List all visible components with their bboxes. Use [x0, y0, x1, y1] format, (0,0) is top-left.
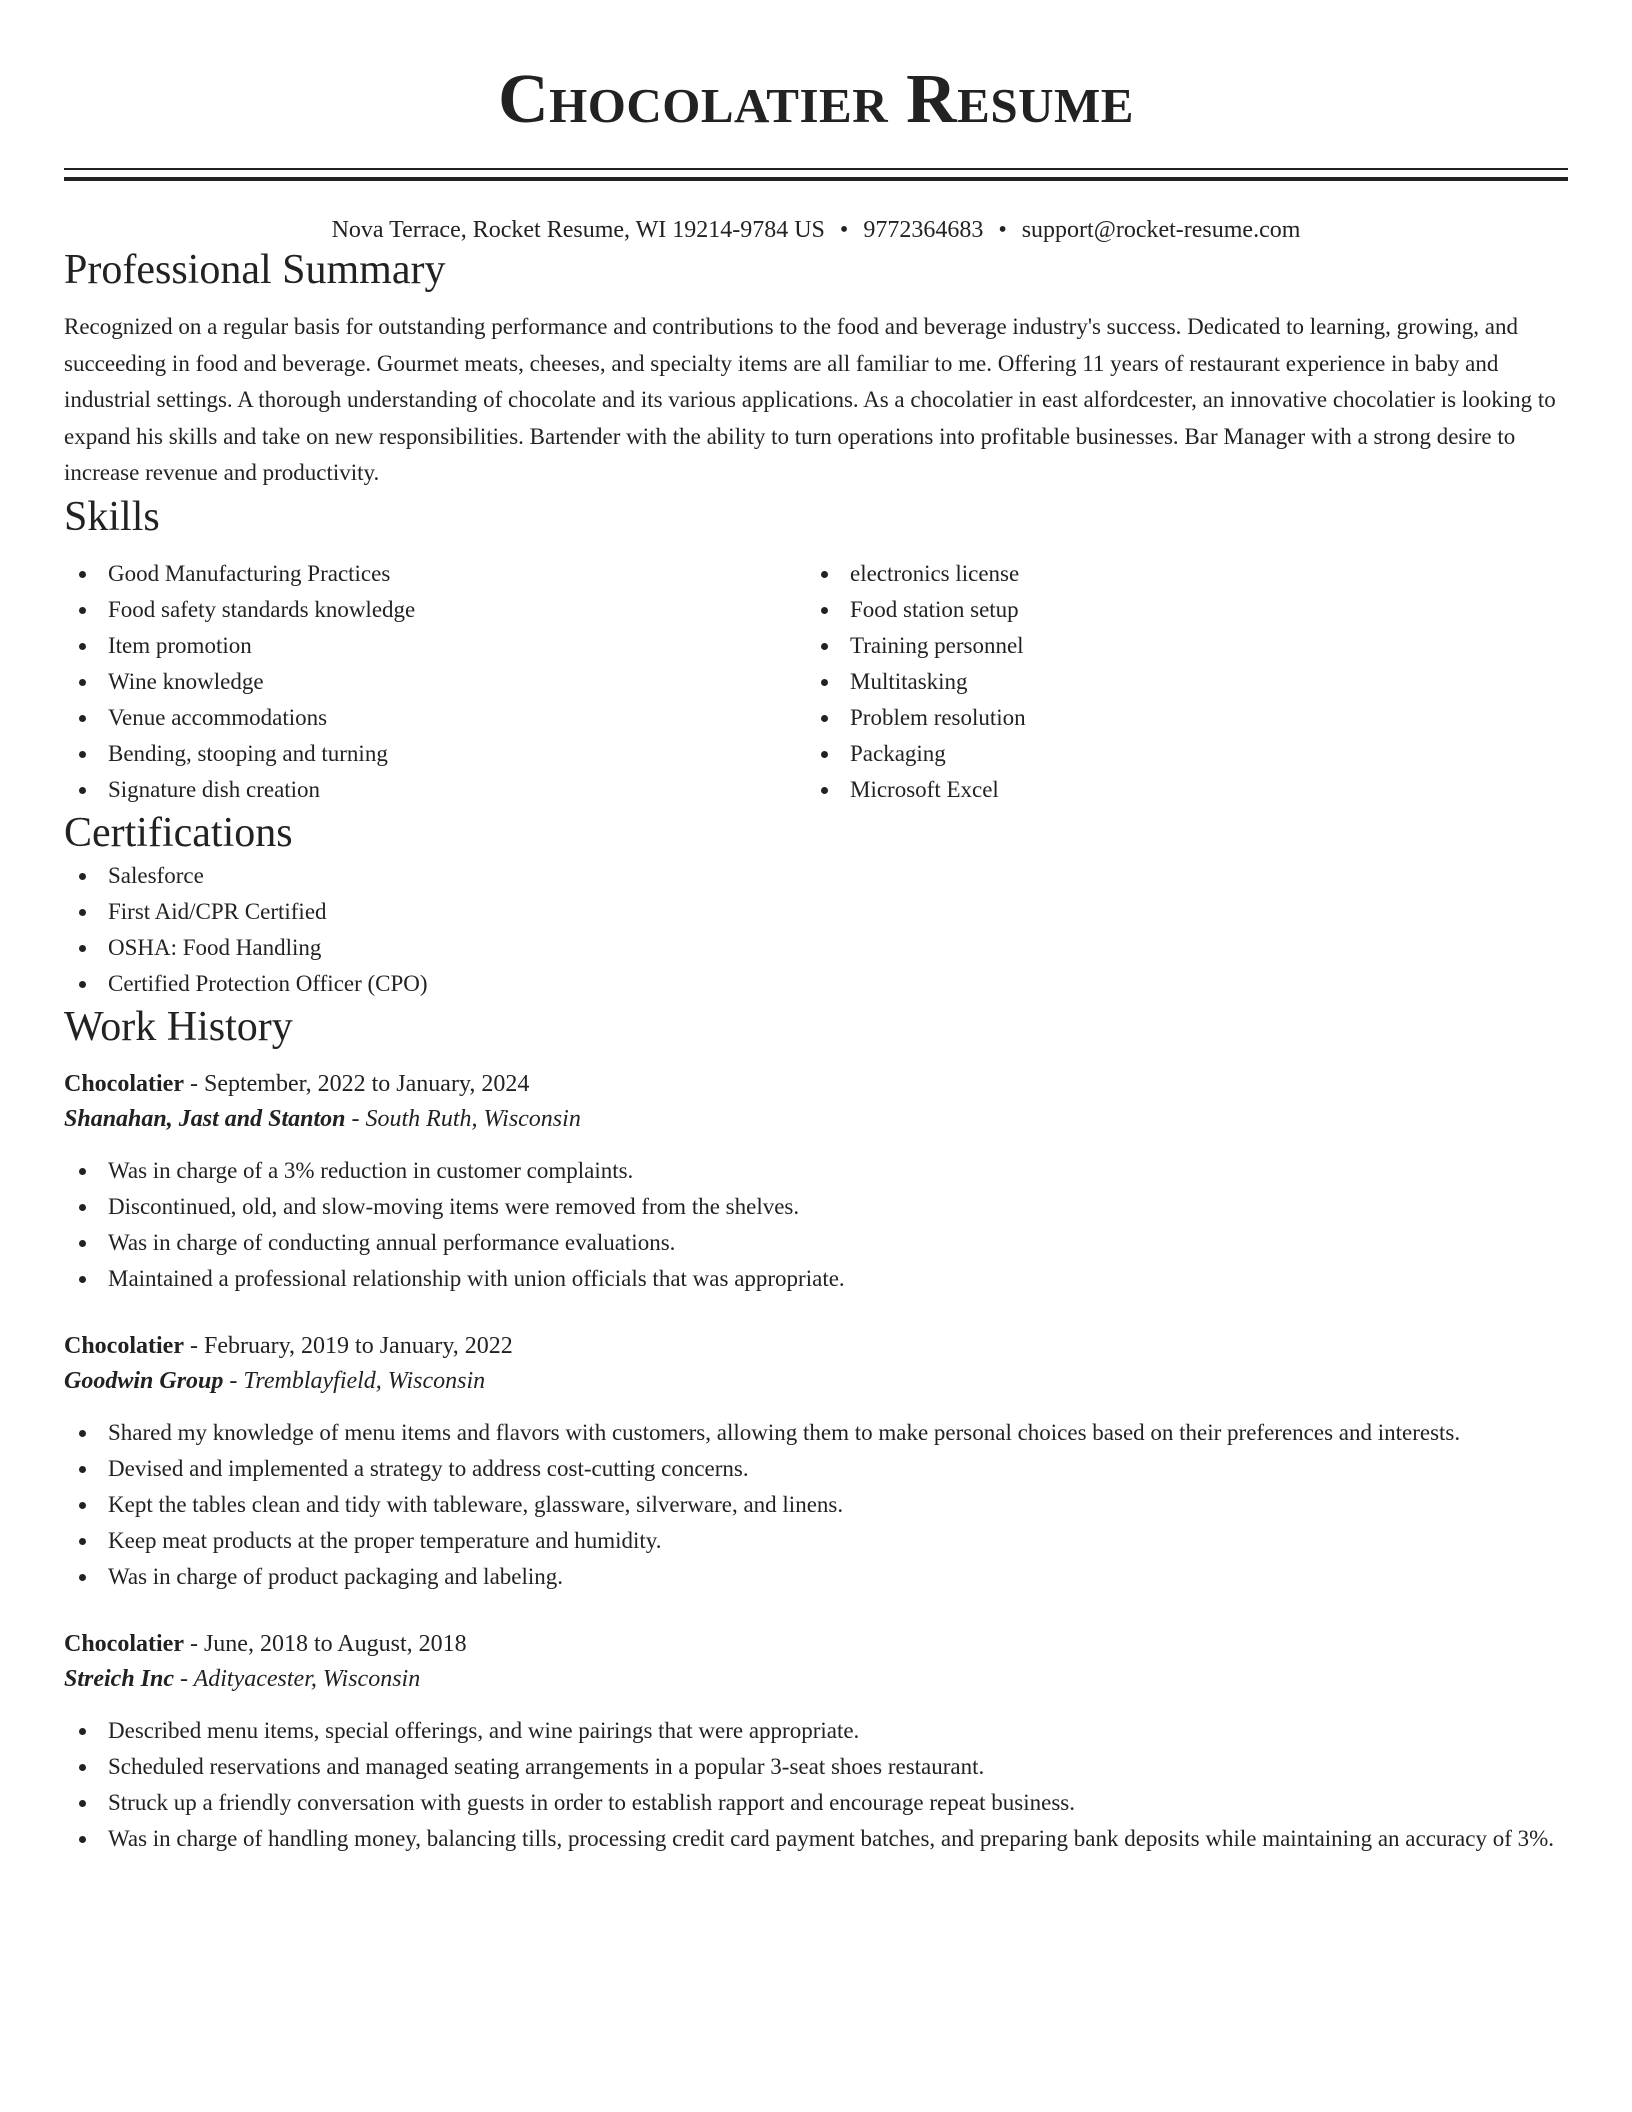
- bullet-dot-icon: [821, 571, 828, 578]
- job-duty-item: [64, 1415, 1568, 1451]
- skill-item-text: Bending, stooping and turning: [108, 740, 388, 766]
- skill-item: [806, 700, 1548, 736]
- certifications-list: [64, 858, 1568, 1002]
- bullet-dot-icon: [79, 1276, 86, 1283]
- work-history-heading: Work History: [64, 1003, 293, 1050]
- job-duty-item-text: Discontinued, old, and slow-moving items were removed from the shelves.: [108, 1193, 800, 1219]
- skill-item-text: Signature dish creation: [108, 776, 321, 802]
- bullet-dot-icon: [79, 643, 86, 650]
- job-dash: -: [345, 1105, 366, 1132]
- certification-item-text: First Aid/CPR Certified: [108, 898, 327, 924]
- bullet-dot-icon: [79, 1168, 86, 1175]
- bullet-dot-icon: [821, 679, 828, 686]
- contact-line: [64, 215, 1568, 245]
- skill-item-text: electronics license: [850, 560, 1020, 586]
- job-duty-item-text: Described menu items, special offerings, and wine pairings that were appropriate.: [108, 1717, 860, 1743]
- job-dash: -: [183, 1070, 204, 1097]
- skill-item: [806, 628, 1548, 664]
- skill-item: [64, 700, 806, 736]
- job-duties-list: [64, 1415, 1568, 1595]
- bullet-dot-icon: [79, 751, 86, 758]
- skill-item: [806, 736, 1548, 772]
- skill-item-text: Venue accommodations: [108, 704, 328, 730]
- job-duty-item: [64, 1749, 1568, 1785]
- skill-item-text: Packaging: [850, 740, 946, 766]
- job-duty-item-text: Was in charge of handling money, balancing tills, processing credit card payment batches, and preparing bank deposits while maintaining an accuracy of 3%.: [108, 1825, 1555, 1851]
- job-duty-item-text: Kept the tables clean and tidy with tableware, glassware, silverware, and linens.: [108, 1491, 844, 1517]
- skill-item: [806, 592, 1548, 628]
- job-title-line: [64, 1329, 1568, 1363]
- bullet-dot-icon: [79, 981, 86, 988]
- bullet-dot-icon: [79, 607, 86, 614]
- job-dates: June, 2018 to August, 2018: [203, 1630, 467, 1657]
- bullet-dot-icon: [821, 751, 828, 758]
- skill-item-text: Multitasking: [850, 668, 968, 694]
- job-dates: February, 2019 to January, 2022: [203, 1332, 513, 1359]
- skill-item: [64, 592, 806, 628]
- contact-separator: •: [839, 217, 849, 243]
- bullet-dot-icon: [821, 643, 828, 650]
- job-company: Goodwin Group: [64, 1367, 224, 1394]
- certification-item: [64, 894, 1568, 930]
- skill-item-text: Problem resolution: [850, 704, 1026, 730]
- skills-columns: [64, 556, 1568, 808]
- skill-item: [64, 664, 806, 700]
- bullet-dot-icon: [79, 787, 86, 794]
- bullet-dot-icon: [79, 1430, 86, 1437]
- skill-item-text: Microsoft Excel: [850, 776, 999, 802]
- bullet-dot-icon: [79, 1240, 86, 1247]
- job-duty-item-text: Shared my knowledge of menu items and flavors with customers, allowing them to make personal choices based on their preferences and interests.: [108, 1419, 1461, 1445]
- bullet-dot-icon: [79, 945, 86, 952]
- certification-item-text: Certified Protection Officer (CPO): [108, 970, 428, 996]
- job-duty-item-text: Was in charge of a 3% reduction in customer complaints.: [108, 1157, 634, 1183]
- job-dash: -: [174, 1665, 194, 1692]
- job-duty-item: [64, 1225, 1568, 1261]
- skill-item: [806, 664, 1548, 700]
- job-duty-item: [64, 1153, 1568, 1189]
- bullet-dot-icon: [79, 909, 86, 916]
- job-duty-item: [64, 1713, 1568, 1749]
- bullet-dot-icon: [79, 571, 86, 578]
- skill-item: [806, 556, 1548, 592]
- job-dash: -: [183, 1332, 204, 1359]
- summary-text: Recognized on a regular basis for outstanding performance and contributions to the food and beverage industry's success. Dedicated to learning, growing, and succeeding in food and beverage. Gourmet meats, cheeses, and specialty items are all familiar to me. Offering 11 years of restaurant experience in baby and industrial settings. A thorough understanding of chocolate and its various applications. As a chocolatier in east alfordcester, an innovative chocolatier is looking to expand his skills and take on new responsibilities. Bartender with the ability to turn operations into profitable businesses. Bar Manager with a strong desire to increase revenue and productivity.: [64, 314, 1556, 485]
- job-title-line: [64, 1627, 1568, 1661]
- skill-item-text: Item promotion: [108, 632, 252, 658]
- contact-email: support@rocket-resume.com: [1021, 217, 1301, 243]
- bullet-dot-icon: [79, 1502, 86, 1509]
- bullet-dot-icon: [821, 787, 828, 794]
- job-dash: -: [183, 1630, 204, 1657]
- certification-item-text: Salesforce: [108, 862, 204, 888]
- job-duty-item: [64, 1261, 1568, 1297]
- job-dash: -: [223, 1367, 244, 1394]
- skill-item-text: Good Manufacturing Practices: [108, 560, 391, 586]
- certification-item-text: OSHA: Food Handling: [108, 934, 322, 960]
- bullet-dot-icon: [79, 1204, 86, 1211]
- job-entry: [64, 1329, 1568, 1595]
- title-divider-thick: [64, 177, 1568, 181]
- bullet-dot-icon: [79, 1800, 86, 1807]
- job-company: Shanahan, Jast and Stanton: [64, 1105, 346, 1132]
- skill-item: [806, 772, 1548, 808]
- job-location: South Ruth, Wisconsin: [365, 1105, 581, 1132]
- bullet-dot-icon: [79, 1574, 86, 1581]
- bullet-dot-icon: [79, 1728, 86, 1735]
- skill-item: [64, 772, 806, 808]
- job-duty-item: [64, 1451, 1568, 1487]
- bullet-dot-icon: [79, 1764, 86, 1771]
- job-duty-item-text: Scheduled reservations and managed seating arrangements in a popular 3-seat shoes restaurant.: [108, 1753, 985, 1779]
- certification-item: [64, 858, 1568, 894]
- contact-separator: •: [998, 217, 1007, 243]
- job-company: Streich Inc: [64, 1665, 175, 1692]
- skills-list-right: [806, 556, 1548, 808]
- bullet-dot-icon: [79, 1836, 86, 1843]
- bullet-dot-icon: [79, 679, 86, 686]
- skill-item-text: Food safety standards knowledge: [108, 596, 416, 622]
- job-company-line: [64, 1101, 1568, 1137]
- skill-item: [64, 628, 806, 664]
- bullet-dot-icon: [821, 715, 828, 722]
- bullet-dot-icon: [821, 607, 828, 614]
- job-duty-item-text: Keep meat products at the proper temperature and humidity.: [108, 1527, 662, 1553]
- skill-item-text: Food station setup: [850, 596, 1019, 622]
- job-entry: [64, 1627, 1568, 1857]
- skills-list-left: [64, 556, 806, 808]
- job-duty-item: [64, 1821, 1568, 1857]
- skill-item-text: Wine knowledge: [108, 668, 264, 694]
- skills-heading: Skills: [64, 493, 160, 540]
- certifications-heading: Certifications: [64, 809, 293, 856]
- job-location: Tremblayfield, Wisconsin: [243, 1367, 486, 1394]
- bullet-dot-icon: [79, 1466, 86, 1473]
- job-duty-item: [64, 1487, 1568, 1523]
- certification-item: [64, 930, 1568, 966]
- bullet-dot-icon: [79, 715, 86, 722]
- job-title: Chocolatier: [64, 1070, 184, 1097]
- contact-phone: 9772364683: [863, 217, 984, 243]
- job-duties-list: [64, 1153, 1568, 1297]
- job-duty-item-text: Was in charge of product packaging and labeling.: [108, 1563, 564, 1589]
- bullet-dot-icon: [79, 873, 86, 880]
- job-duty-item: [64, 1559, 1568, 1595]
- job-location: Adityacester, Wisconsin: [193, 1665, 421, 1692]
- job-company-line: [64, 1363, 1568, 1399]
- certification-item: [64, 966, 1568, 1002]
- job-duty-item: [64, 1785, 1568, 1821]
- job-dates: September, 2022 to January, 2024: [203, 1070, 530, 1097]
- job-duty-item-text: Struck up a friendly conversation with guests in order to establish rapport and encourage repeat business.: [108, 1789, 1076, 1815]
- job-entry: [64, 1067, 1568, 1297]
- title-divider-thin: [64, 168, 1568, 170]
- job-duty-item-text: Was in charge of conducting annual performance evaluations.: [108, 1229, 676, 1255]
- resume-title: Chocolatier Resume: [498, 61, 1134, 138]
- job-title-line: [64, 1067, 1568, 1101]
- job-duty-item: [64, 1189, 1568, 1225]
- bullet-dot-icon: [79, 1538, 86, 1545]
- job-duties-list: [64, 1713, 1568, 1857]
- job-duty-item-text: Maintained a professional relationship with union officials that was appropriate.: [108, 1265, 845, 1291]
- job-title: Chocolatier: [64, 1332, 184, 1359]
- skill-item: [64, 556, 806, 592]
- job-company-line: [64, 1661, 1568, 1697]
- contact-address: Nova Terrace, Rocket Resume, WI 19214-9784 US: [331, 217, 825, 243]
- skill-item-text: Training personnel: [850, 632, 1024, 658]
- job-duty-item-text: Devised and implemented a strategy to address cost-cutting concerns.: [108, 1455, 749, 1481]
- job-title: Chocolatier: [64, 1630, 184, 1657]
- skill-item: [64, 736, 806, 772]
- summary-heading: Professional Summary: [64, 247, 446, 293]
- job-duty-item: [64, 1523, 1568, 1559]
